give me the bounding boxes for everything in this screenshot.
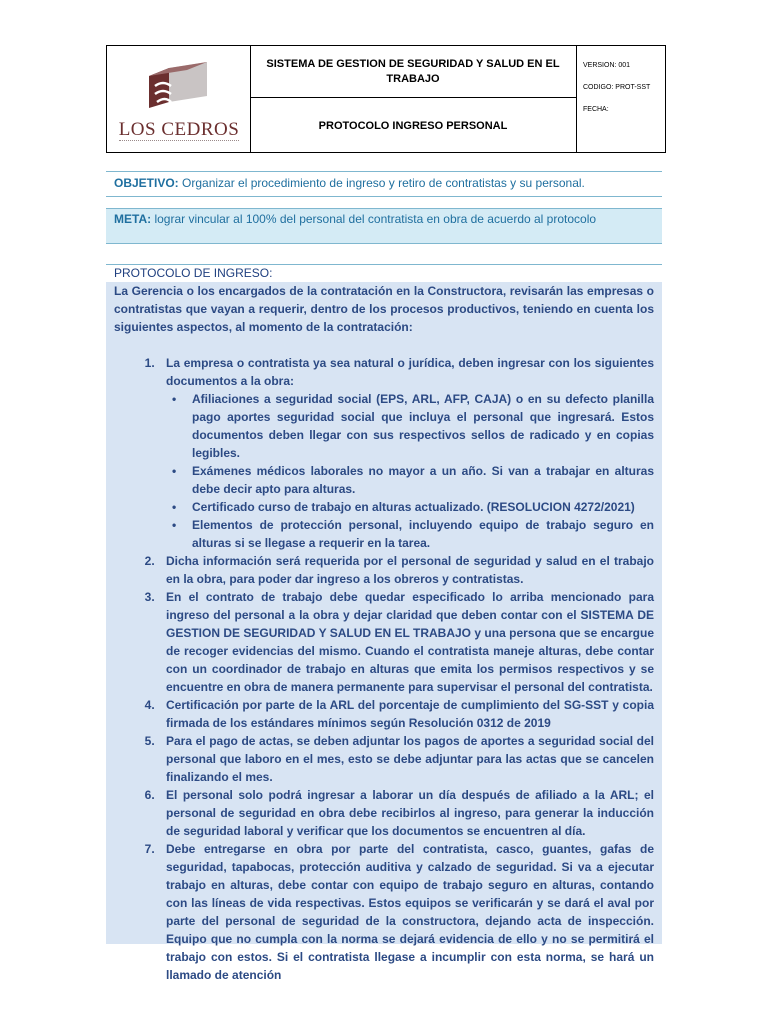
code-label: CODIGO: PROT-SST <box>583 84 651 91</box>
bullet-icon: • <box>172 500 177 514</box>
list-item: 3. En el contrato de trabajo debe quedar especificado lo arriba mencionado para ingreso del personal a la obra y dejar claridad que deben contar con el SISTEMA DE GESTION DE SEGURIDAD Y SALUD EN EL TRABAJO y una persona que se encargue de recoger evidencias del mismo. Cuando el contratista maneje alturas, debe contar con un coordinador de trabajo en alturas que emita los permisos respectivos y se encuentre en obra de manera permanente para supervisar el personal del contratista. <box>158 588 654 696</box>
bullet-icon: • <box>172 464 177 478</box>
version-label: VERSION: 001 <box>583 62 631 69</box>
bullet-icon: • <box>172 518 177 532</box>
list-item: 6. El personal solo podrá ingresar a laborar un día después de afiliado a la ARL; el personal de seguridad en obra debe recibirlos al ingreso, para generar la inducción de seguridad laboral y verificar que los documentos se encuentren al día. <box>158 786 654 840</box>
list-item: 7. Debe entregarse en obra por parte del contratista, casco, guantes, gafas de seguridad, tapabocas, protección auditiva y calzado de seguridad. Si va a ejecutar trabajo en alturas, debe contar con equipo de trabajo seguro en alturas, contando con las líneas de vida respectivas. Estos equipos se verificarán y se dará el aval por parte del personal de seguridad de la constructora, dejando acta de inspección. Equipo que no cumpla con la norma se dejará evidencia de ello y no se permitirá el trabajo con estos. Si el contratista llegase a incumplir con esta norma, se hará un llamado de atención <box>158 840 654 984</box>
list-item: 1. La empresa o contratista ya sea natural o jurídica, deben ingresar con los siguientes documentos a la obra: • Afiliaciones a seguridad social (EPS, ARL, AFP, CAJA) o en su defecto planilla pago aportes seguridad social que incluya el personal que ingresará. Estos documentos deben llegar con sus respectivos sellos de radicado y en copias legibles. • Exámenes médicos laborales no mayor a un año. Si van a trabajar en alturas debe decir apto para alturas. • Certificado curso de trabajo en alturas actualizado. (RESOLUCION 4272/2021) • Elementos de protección personal, incluyendo equipo de trabajo seguro en alturas si se llegase a requerir en la tarea. <box>158 354 654 552</box>
document-sublist <box>166 390 654 552</box>
objective-label: OBJETIVO: <box>114 176 179 190</box>
date-label: FECHA: <box>583 106 609 113</box>
logo-text: LOS CEDROS <box>118 119 240 140</box>
logo-underline <box>119 140 239 143</box>
system-title: SISTEMA DE GESTION DE SEGURIDAD Y SALUD EN EL TRABAJO <box>250 46 576 98</box>
document-header-table <box>106 45 666 153</box>
goal-section <box>106 208 662 244</box>
list-item: 4. Certificación por parte de la ARL del porcentaje de cumplimiento del SG-SST y copia firmada de los estándares mínimos según Resolución 0312 de 2019 <box>158 696 654 732</box>
goal-text: lograr vincular al 100% del personal del contratista en obra de acuerdo al protocolo <box>151 212 597 226</box>
bullet-icon: • <box>172 392 177 406</box>
sub-list-item: • Exámenes médicos laborales no mayor a un año. Si van a trabajar en alturas debe decir apto para alturas. <box>172 464 654 496</box>
protocol-list <box>114 354 654 984</box>
objective-section <box>106 171 662 197</box>
document-title: PROTOCOLO INGRESO PERSONAL <box>318 119 508 132</box>
list-item: 5. Para el pago de actas, se deben adjuntar los pagos de aportes a seguridad social del personal que laboro en el mes, esto se debe adjuntar para las actas que se cancelen finalizando el mes. <box>158 732 654 786</box>
objective-text: Organizar el procedimiento de ingreso y retiro de contratistas y su personal. <box>178 176 585 190</box>
goal-label: META: <box>114 212 152 226</box>
list-item: 2. Dicha información será requerida por el personal de seguridad y salud en el trabajo en la obra, para poder dar ingreso a los obreros y contratistas. <box>158 552 654 588</box>
header-meta-cell <box>577 46 665 152</box>
protocol-intro: La Gerencia o los encargados de la contratación en la Constructora, revisarán las empresas o contratistas que vayan a requerir, dentro de los procesos productivos, teniendo en cuenta los siguientes aspectos, al momento de la contratación: <box>114 284 654 334</box>
header-title-cell <box>250 46 577 152</box>
protocol-heading: PROTOCOLO DE INGRESO: <box>106 264 662 282</box>
logo-cell <box>107 46 251 152</box>
sub-list-item: • Afiliaciones a seguridad social (EPS, ARL, AFP, CAJA) o en su defecto planilla pago aportes seguridad social que incluya el personal que ingresará. Estos documentos deben llegar con sus respectivos sellos de radicado y en copias legibles. <box>172 392 654 460</box>
protocol-body <box>106 282 662 982</box>
sub-list-item: • Elementos de protección personal, incluyendo equipo de trabajo seguro en alturas si se llegase a requerir en la tarea. <box>172 518 654 550</box>
sub-list-item: • Certificado curso de trabajo en alturas actualizado. (RESOLUCION 4272/2021) <box>172 500 635 514</box>
